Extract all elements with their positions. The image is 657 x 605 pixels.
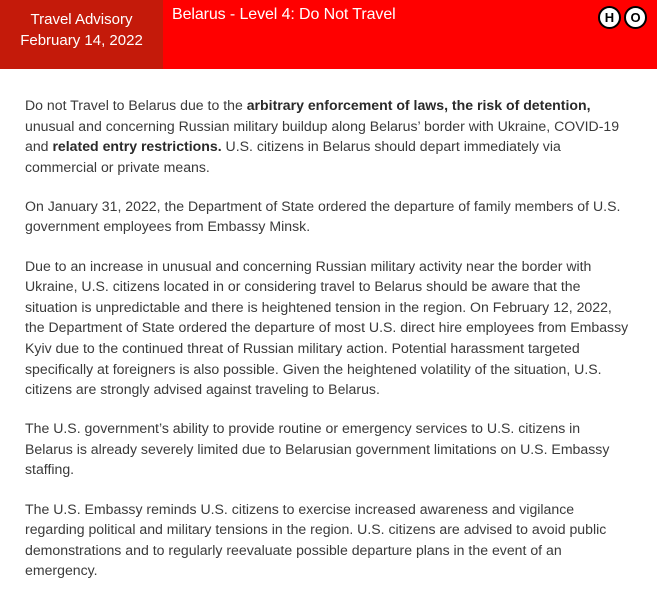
paragraph-summary — [25, 95, 629, 177]
health-badge[interactable]: H — [598, 6, 621, 29]
summary-text-2: unusual and concerning Russian military buildup along Belarus’ border with Ukraine, COVID-19 and — [25, 117, 620, 155]
paragraph-military-activity: Due to an increase in unusual and concerning Russian military activity near the border with Ukraine, U.S. citizens located in or considering travel to Belarus should be aware that the situation is unpredictable and there is heightened tension in the region. On February 12, 2022, the Department of State ordered the departure of most U.S. direct hire employees from Embassy Kyiv due to the continued threat of Russian military action. Potential harassment targeted specifically at foreigners is also possible. Given the heightened volatility of the situation, U.S. citizens are strongly advised against traveling to Belarus. — [25, 257, 629, 398]
paragraph-departure-minsk: On January 31, 2022, the Department of State ordered the departure of family members of U.S. government employees from Embassy Minsk. — [25, 197, 621, 235]
advisory-date: February 14, 2022 — [20, 32, 143, 49]
other-badge[interactable]: O — [624, 6, 647, 29]
paragraph-services-limited: The U.S. government’s ability to provide routine or emergency services to U.S. citizens in Belarus is already severely limited due to Belarusian government limitations on U.S. Embassy staffing. — [25, 420, 610, 478]
summary-bold-2: related entry restrictions. — [52, 138, 222, 155]
summary-text-1: Do not Travel to Belarus due to the — [25, 97, 247, 113]
advisory-label: Travel Advisory — [30, 11, 133, 28]
advisory-date-box — [0, 0, 163, 69]
advisory-banner — [0, 0, 657, 69]
paragraph-embassy-reminder: The U.S. Embassy reminds U.S. citizens to exercise increased awareness and vigilance regarding political and military tensions in the region. U.S. citizens are advised to avoid public demonstrations and to regularly reevaluate possible departure plans in the event of an emergency. — [25, 500, 607, 579]
summary-bold-1: arbitrary enforcement of laws, the risk of detention, — [246, 97, 591, 113]
page-title: Belarus - Level 4: Do Not Travel — [172, 6, 396, 23]
summary-text-3: U.S. citizens in Belarus should depart immediately via commercial or private means. — [25, 138, 561, 175]
advisory-content — [25, 95, 629, 599]
